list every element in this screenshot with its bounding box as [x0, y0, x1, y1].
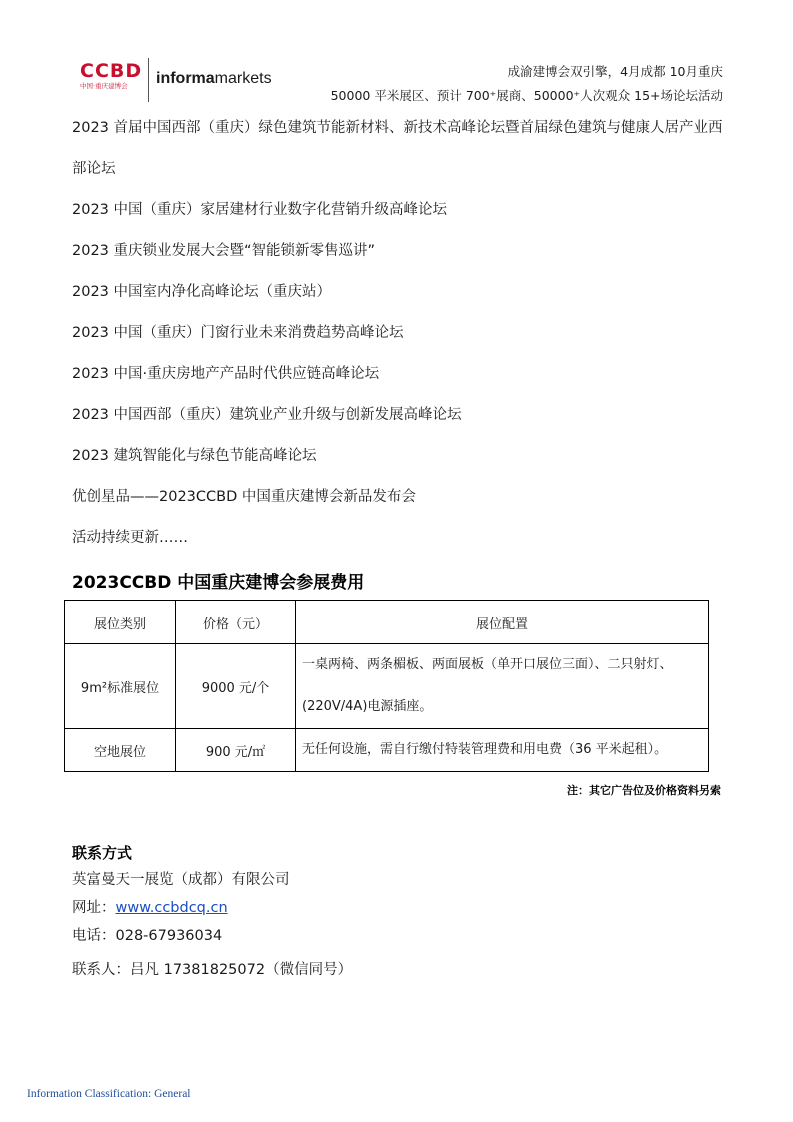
table-header-row — [65, 601, 709, 644]
informa-logo-light: markets — [214, 70, 272, 87]
fees-table — [64, 600, 709, 772]
website-label: 网址： — [72, 900, 116, 916]
logo-divider — [148, 58, 149, 102]
company-name: 英富曼天一展览（成都）有限公司 — [72, 872, 290, 888]
config-line: (220V/4A)电源插座。 — [302, 699, 433, 714]
fees-title: 2023CCBD 中国重庆建博会参展费用 — [72, 573, 365, 593]
forum-list — [72, 108, 732, 559]
forum-item: 2023 中国（重庆）门窗行业未来消费趋势高峰论坛 — [72, 325, 404, 341]
informa-logo-bold: informa — [156, 70, 215, 87]
price-cell: 900 元/㎡ — [176, 729, 296, 772]
classification-footer: Information Classification: General — [27, 1088, 191, 1100]
website-link[interactable]: www.ccbdcq.cn — [115, 900, 228, 916]
website-line — [72, 894, 352, 922]
forum-item: 2023 建筑智能化与绿色节能高峰论坛 — [72, 448, 317, 464]
phone-line: 电话：028-67936034 — [72, 928, 223, 944]
forum-item: 活动持续更新…… — [72, 530, 188, 546]
price-cell: 9000 元/个 — [176, 644, 296, 729]
forum-item: 2023 中国西部（重庆）建筑业产业升级与创新发展高峰论坛 — [72, 407, 462, 423]
table-header-cell: 价格（元） — [176, 601, 296, 644]
table-header-cell: 展位类别 — [65, 601, 176, 644]
fees-note: 注：其它广告位及价格资料另索 — [567, 784, 721, 797]
header-line-2: 50000 平米展区、预计 700⁺展商、50000⁺人次观众 15+场论坛活动 — [330, 88, 723, 103]
forum-item: 2023 中国室内净化高峰论坛（重庆站） — [72, 284, 332, 300]
forum-item: 2023 中国·重庆房地产产品时代供应链高峰论坛 — [72, 366, 380, 382]
booth-type-cell: 空地展位 — [65, 729, 176, 772]
informa-markets-logo — [156, 70, 272, 88]
config-cell — [296, 644, 709, 729]
ccbd-logo — [80, 60, 144, 100]
contact-section — [72, 840, 352, 984]
table-header-cell: 展位配置 — [296, 601, 709, 644]
forum-item: 2023 首届中国西部（重庆）绿色建筑节能新材料、新技术高峰论坛暨首届绿色建筑与健康人居产业西部论坛 — [72, 120, 723, 177]
header-line-1: 成渝建博会双引擎，4月成都 10月重庆 — [507, 64, 723, 79]
contact-heading: 联系方式 — [72, 844, 133, 862]
forum-item: 2023 重庆锁业发展大会暨“智能锁新零售巡讲” — [72, 243, 376, 259]
page-header — [0, 0, 793, 108]
table-row — [65, 644, 709, 729]
ccbd-logo-text: CCBD — [80, 60, 143, 82]
contact-person-line: 联系人：吕凡 17381825072（微信同号） — [72, 962, 353, 978]
forum-item: 2023 中国（重庆）家居建材行业数字化营销升级高峰论坛 — [72, 202, 448, 218]
forum-item: 优创星品——2023CCBD 中国重庆建博会新品发布会 — [72, 489, 416, 505]
config-cell — [296, 729, 709, 772]
table-row — [65, 729, 709, 772]
ccbd-logo-subtext: 中国·重庆建博会 — [80, 82, 128, 90]
header-tagline — [331, 60, 723, 108]
config-line: 无任何设施，需自行缴付特装管理费和用电费（36 平米起租）。 — [302, 742, 668, 757]
config-line: 一桌两椅、两条楣板、两面展板（单开口展位三面）、二只射灯、 — [302, 657, 673, 672]
booth-type-cell: 9m²标准展位 — [65, 644, 176, 729]
